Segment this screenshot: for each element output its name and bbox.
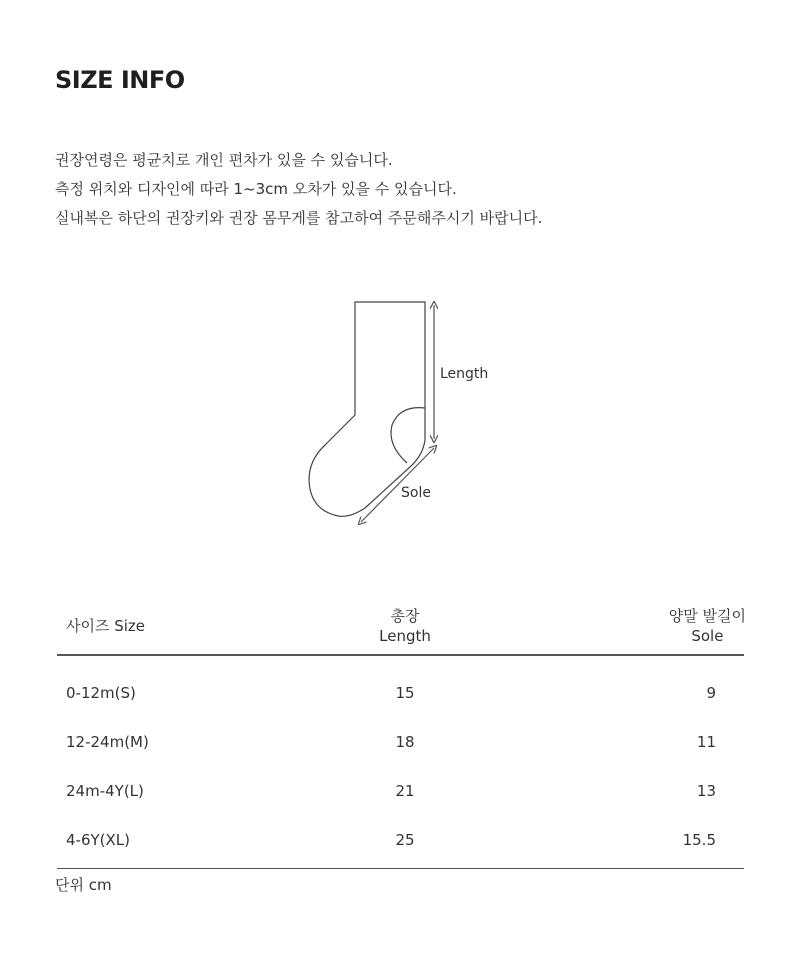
cell-sole: 11 <box>696 732 716 751</box>
cell-length: 25 <box>286 815 524 869</box>
cell-sole: 15.5 <box>524 815 744 869</box>
size-table <box>57 598 744 869</box>
cell-size: 4-6Y(XL) <box>57 815 286 869</box>
sole-label: Sole <box>401 485 431 501</box>
note-line: 권장연령은 평균치로 개인 편차가 있을 수 있습니다. <box>55 151 393 169</box>
table-row <box>57 815 744 869</box>
header-sole-ko: 양말 발길이 <box>668 607 746 625</box>
cell-length: 18 <box>395 732 415 751</box>
table-row <box>57 655 744 717</box>
sock-measurement-diagram <box>300 295 520 535</box>
note-line: 측정 위치와 디자인에 따라 1~3cm 오차가 있을 수 있습니다. <box>55 180 457 198</box>
cell-sole: 13 <box>696 781 716 800</box>
table-row <box>57 766 744 815</box>
header-length <box>286 598 524 655</box>
note-line: 실내복은 하단의 권장키와 권장 몸무게를 참고하여 주문해주시기 바랍니다. <box>55 209 543 227</box>
table-header-row <box>57 598 744 655</box>
header-length-ko: 총장 <box>390 607 420 625</box>
header-sole-en: Sole <box>691 627 724 645</box>
cell-length: 15 <box>395 683 415 702</box>
cell-size: 0-12m(S) <box>66 683 136 702</box>
cell-size: 12-24m(M) <box>66 732 149 751</box>
cell-length: 21 <box>395 781 415 800</box>
header-size <box>57 598 286 655</box>
page-title: SIZE INFO <box>55 66 185 94</box>
unit-note: 단위 cm <box>55 876 112 894</box>
size-notes <box>55 146 542 233</box>
cell-sole: 9 <box>706 683 716 702</box>
header-sole <box>524 598 744 655</box>
cell-size: 24m-4Y(L) <box>66 781 144 800</box>
table-row <box>57 717 744 766</box>
header-sole-group <box>669 606 746 646</box>
header-size-label: 사이즈 Size <box>66 617 146 635</box>
length-label: Length <box>440 366 489 382</box>
sock-diagram-svg <box>300 295 520 535</box>
header-length-en: Length <box>379 627 431 645</box>
